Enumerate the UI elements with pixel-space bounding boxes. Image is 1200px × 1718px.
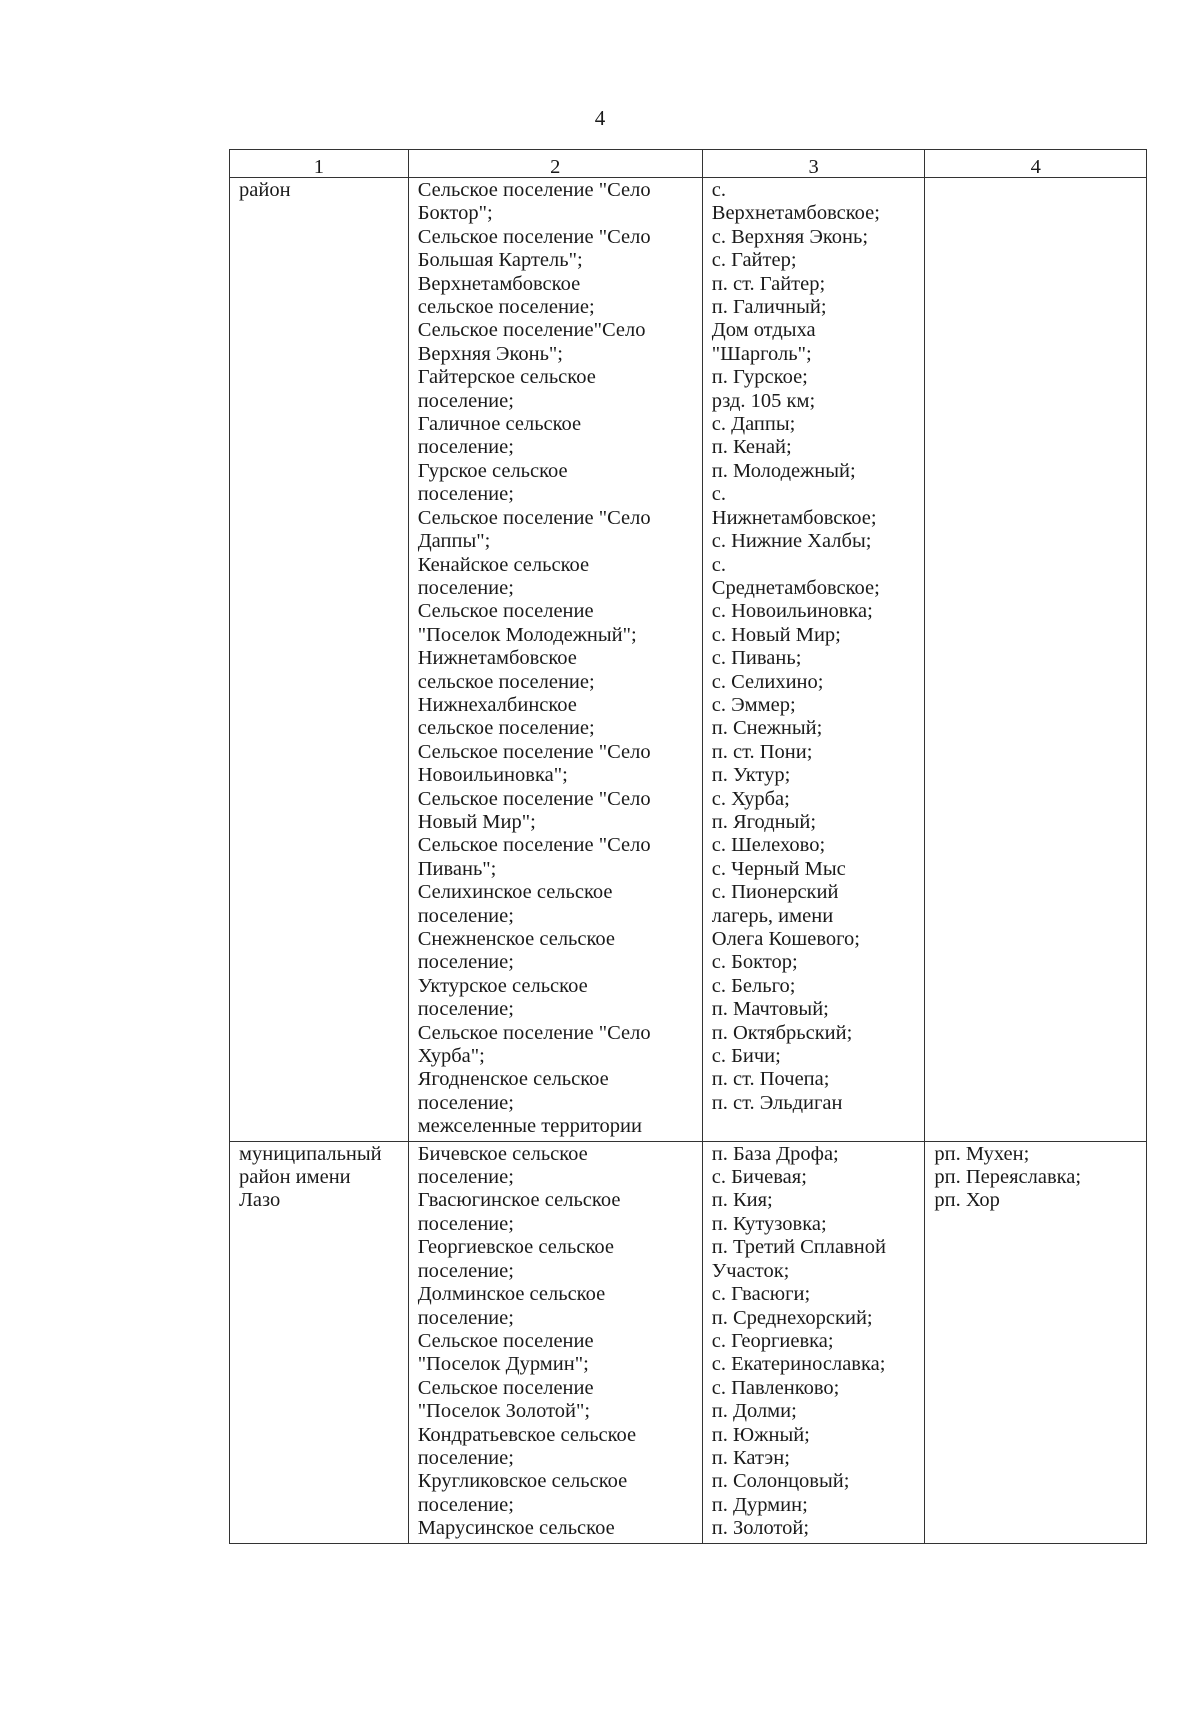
cell-line: Даппы"; — [417, 530, 491, 553]
cell-line: с. Пионерский — [711, 881, 839, 904]
cell-line: с. — [711, 179, 726, 201]
cell-line: Сельское поселение — [417, 1329, 594, 1352]
cell-line: поселение; — [417, 1212, 514, 1235]
cell-line: п. Октябрьский; — [711, 1021, 853, 1044]
cell-line: с. Черный Мыс — [711, 857, 846, 880]
cell-line: п. Ягодный; — [711, 810, 817, 833]
cell-line: Сельское поселение — [417, 1376, 594, 1399]
cell-line: п. Среднехорский; — [711, 1306, 873, 1329]
cell-line: поселение; — [417, 1166, 514, 1189]
cell-line: Сельское поселение "Село — [417, 179, 651, 201]
cell-line: Лазо — [239, 1189, 281, 1212]
cell-line: п. ст. Гайтер; — [711, 272, 826, 295]
cell-line: Нижнетамбовское; — [711, 506, 877, 529]
cell-line: п. Третий Сплавной — [711, 1236, 886, 1259]
cell-line: поселение; — [417, 483, 514, 506]
cell-line: Пивань"; — [417, 857, 497, 880]
cell-line: с. Пивань; — [711, 647, 802, 670]
cell-line: Кондратьевское сельское — [417, 1423, 637, 1446]
cell-line: с. Екатеринославка; — [711, 1353, 886, 1376]
cell-line: Дом отдыха — [711, 319, 816, 342]
cell-line: с. Гвасюги; — [711, 1283, 811, 1306]
cell-line: Сельское поселение "Село — [417, 834, 651, 857]
cell-line: с. Гайтер; — [711, 249, 797, 272]
cell-line: поселение; — [417, 951, 514, 974]
cell-line: п. Кенай; — [711, 436, 792, 459]
cell-line: п. Кия; — [711, 1189, 773, 1212]
settlements-cell — [408, 1141, 702, 1543]
column-header-3: 3 — [702, 150, 925, 178]
cell-line: поселение; — [417, 904, 514, 927]
cell-line: рп. Переяславка; — [934, 1166, 1082, 1189]
cell-line: с. — [711, 483, 726, 506]
cell-line: Сельское поселение "Село — [417, 740, 651, 763]
urban-settlements-cell — [925, 1141, 1147, 1543]
cell-line: с. Нижние Халбы; — [711, 530, 872, 553]
district-cell — [230, 178, 409, 1142]
cell-line: Бичевское сельское — [417, 1142, 588, 1165]
cell-line: с. Хурба; — [711, 787, 790, 810]
cell-line: район — [239, 179, 291, 201]
cell-line: Сельское поселение"Село — [417, 319, 646, 342]
cell-line: Снежненское сельское — [417, 928, 616, 950]
localities-cell — [702, 178, 925, 1142]
cell-line: рп. Хор — [934, 1189, 1000, 1212]
cell-line: "Поселок Молодежный"; — [417, 623, 637, 646]
settlements-table — [229, 149, 1147, 1544]
cell-line: п. База Дрофа; — [711, 1142, 839, 1165]
column-header-1: 1 — [230, 150, 409, 178]
cell-line: Боктор"; — [417, 202, 493, 225]
cell-line: п. Гурское; — [711, 366, 808, 389]
cell-line: Верхнетамбовское — [417, 272, 581, 295]
cell-line: п. Золотой; — [711, 1517, 810, 1540]
cell-line: поселение; — [417, 1493, 514, 1516]
table-header-row — [230, 150, 1147, 178]
cell-line: п. ст. Эльдиган — [711, 1091, 843, 1114]
urban-settlements-cell — [925, 178, 1147, 1142]
cell-line: Селихинское сельское — [417, 881, 613, 904]
cell-line: с. Бельго; — [711, 974, 796, 997]
cell-line: п. Снежный; — [711, 717, 823, 740]
cell-line: Нижнехалбинское — [417, 693, 577, 716]
cell-line: поселение; — [417, 1091, 514, 1114]
cell-line: Сельское поселение "Село — [417, 225, 651, 248]
cell-line: п. ст. Пони; — [711, 740, 813, 763]
cell-line: п. Долми; — [711, 1400, 797, 1423]
cell-line: поселение; — [417, 436, 514, 459]
cell-line: Среднетамбовское; — [711, 576, 880, 599]
cell-line: с. Павленково; — [711, 1376, 840, 1399]
cell-line: Большая Картель"; — [417, 249, 583, 272]
localities-cell — [702, 1141, 925, 1543]
district-cell — [230, 1141, 409, 1543]
cell-line: "Шарголь"; — [711, 342, 812, 365]
cell-line: Новоильиновка"; — [417, 764, 568, 787]
cell-line: п. Солонцовый; — [711, 1470, 850, 1493]
cell-line: Уктурское сельское — [417, 974, 588, 997]
cell-line: Кенайское сельское — [417, 553, 590, 576]
cell-line: рзд. 105 км; — [711, 389, 816, 412]
cell-line: с. Георгиевка; — [711, 1329, 834, 1352]
cell-line: Сельское поселение — [417, 600, 594, 623]
cell-line: с. — [711, 553, 726, 576]
cell-line: "Поселок Золотой"; — [417, 1400, 591, 1423]
cell-line: поселение; — [417, 389, 514, 412]
cell-line: сельское поселение; — [417, 670, 595, 693]
cell-line: Георгиевское сельское — [417, 1236, 614, 1259]
cell-line: с. Селихино; — [711, 670, 824, 693]
cell-line: с. Новый Мир; — [711, 623, 841, 646]
cell-line: п. Кутузовка; — [711, 1212, 827, 1235]
cell-line: Гайтерское сельское — [417, 366, 596, 389]
cell-line: Хурба"; — [417, 1045, 485, 1068]
cell-line: п. Мачтовый; — [711, 998, 829, 1021]
cell-line: поселение; — [417, 576, 514, 599]
column-header-4: 4 — [925, 150, 1147, 178]
cell-line: п. Южный; — [711, 1423, 810, 1446]
settlements-cell — [408, 178, 702, 1142]
cell-line: п. Катэн; — [711, 1446, 790, 1469]
cell-line: Марусинское сельское — [417, 1517, 615, 1540]
cell-line: район имени — [239, 1166, 351, 1189]
cell-line: с. Боктор; — [711, 951, 798, 974]
cell-line: Олега Кошевого; — [711, 928, 860, 950]
cell-line: межселенные территории — [417, 1115, 642, 1138]
cell-line: Сельское поселение "Село — [417, 1021, 651, 1044]
cell-line: сельское поселение; — [417, 717, 595, 740]
table-row — [230, 1141, 1147, 1543]
cell-line: Сельское поселение "Село — [417, 787, 651, 810]
cell-line: Верхняя Эконь"; — [417, 342, 563, 365]
cell-line: с. Даппы; — [711, 413, 796, 436]
cell-line: Гурское сельское — [417, 459, 568, 482]
page-number: 4 — [594, 106, 606, 130]
cell-line: лагерь, имени — [711, 904, 834, 927]
cell-line: с. Эммер; — [711, 693, 796, 716]
cell-line: п. Уктур; — [711, 764, 791, 787]
cell-line: п. Галичный; — [711, 296, 827, 319]
cell-line: Новый Мир"; — [417, 810, 536, 833]
cell-line: с. Бичевая; — [711, 1166, 807, 1189]
cell-line: поселение; — [417, 998, 514, 1021]
cell-line: с. Бичи; — [711, 1045, 781, 1068]
cell-line: с. Верхняя Эконь; — [711, 225, 869, 248]
cell-line: поселение; — [417, 1446, 514, 1469]
cell-line: Ягодненское сельское — [417, 1068, 609, 1091]
cell-line: сельское поселение; — [417, 296, 595, 319]
table-row — [230, 178, 1147, 1142]
cell-line: рп. Мухен; — [934, 1142, 1030, 1165]
cell-line: "Поселок Дурмин"; — [417, 1353, 589, 1376]
cell-line: Участок; — [711, 1259, 790, 1282]
cell-line: Гвасюгинское сельское — [417, 1189, 621, 1212]
column-header-2: 2 — [408, 150, 702, 178]
cell-line: Галичное сельское — [417, 413, 582, 436]
cell-line: Нижнетамбовское — [417, 647, 577, 670]
cell-line: поселение; — [417, 1259, 514, 1282]
cell-line: муниципальный — [239, 1142, 382, 1165]
cell-line: п. Дурмин; — [711, 1493, 808, 1516]
cell-line: с. Новоильиновка; — [711, 600, 873, 623]
cell-line: Сельское поселение "Село — [417, 506, 651, 529]
cell-line: поселение; — [417, 1306, 514, 1329]
cell-line: Долминское сельское — [417, 1283, 606, 1306]
cell-line: п. ст. Почепа; — [711, 1068, 830, 1091]
cell-line: п. Молодежный; — [711, 459, 856, 482]
cell-line: с. Шелехово; — [711, 834, 826, 857]
cell-line: Кругликовское сельское — [417, 1470, 628, 1493]
cell-line: Верхнетамбовское; — [711, 202, 880, 225]
